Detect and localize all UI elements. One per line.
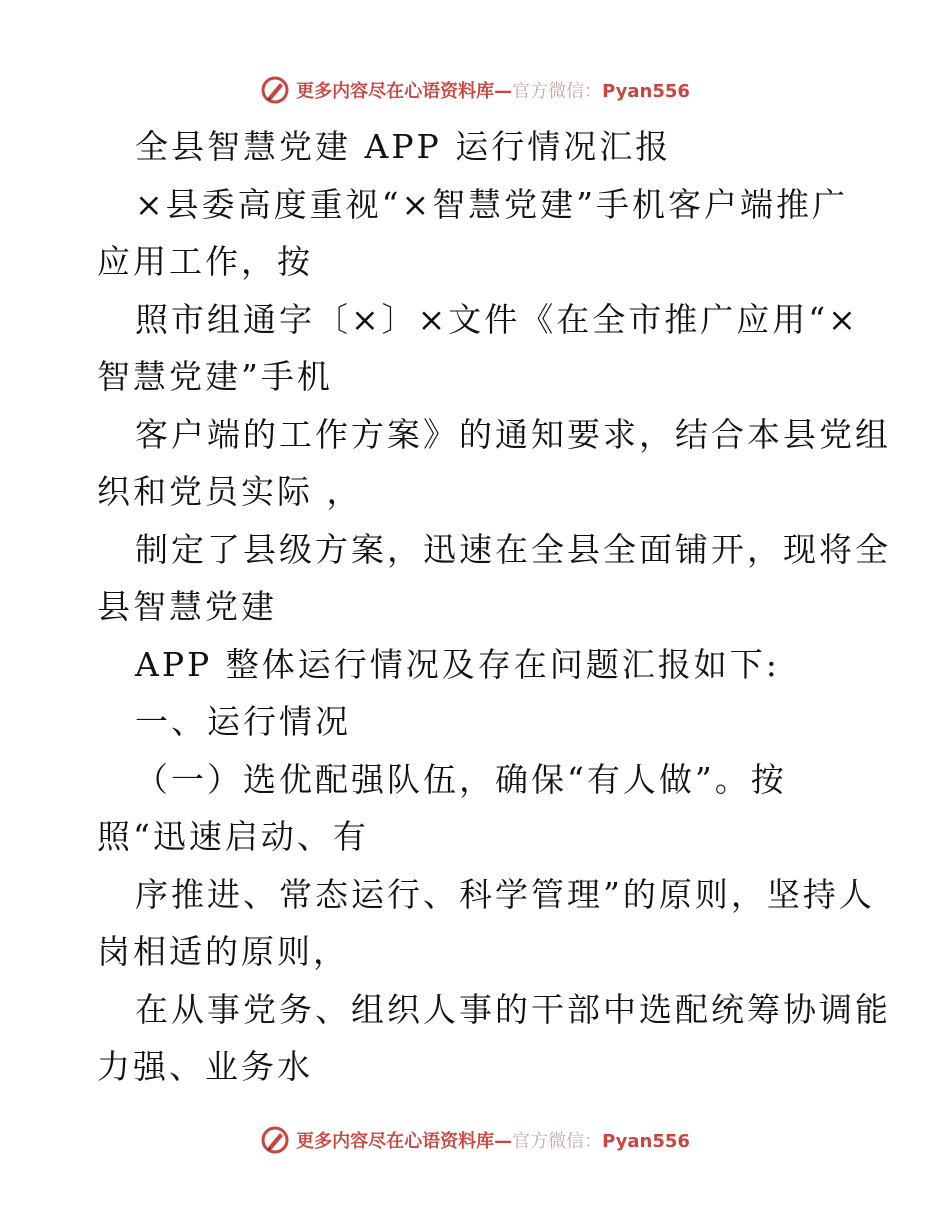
line-text: 岗相适的原则， (97, 932, 349, 971)
line-text: 照“迅速启动、有 (97, 817, 369, 856)
document-line (97, 348, 867, 406)
line-text: 县智慧党建 (97, 587, 277, 626)
line-text: 力强、业务水 (97, 1047, 313, 1086)
line-text: 照市组通字〔×〕×文件《在全市推广应用“× (135, 299, 859, 339)
line-text: 客户端的工作方案》的通知要求，结合本县党组 (135, 414, 891, 454)
document-line (97, 693, 867, 751)
line-text: 智慧党建”手机 (97, 357, 333, 396)
document-line (97, 981, 891, 1039)
document-line (97, 463, 867, 521)
line-text: 制定了县级方案，迅速在全县全面铺开，现将全 (135, 529, 891, 569)
document-line (97, 751, 867, 809)
document-line (97, 808, 867, 866)
footer-watermark-banner (0, 1120, 950, 1160)
document-line (97, 406, 891, 464)
document-line (97, 923, 867, 981)
pen-logo-icon (260, 1125, 290, 1155)
line-text: 应用工作，按 (97, 242, 313, 281)
document-line (97, 636, 867, 694)
document-line (97, 521, 891, 579)
line-text: 序推进、常态运行、科学管理”的原则，坚持人 (135, 874, 875, 914)
document-line (97, 866, 875, 924)
document-line (97, 233, 867, 291)
line-text: APP 整体运行情况及存在问题汇报如下: (135, 644, 780, 684)
watermark-site-name: 更多内容尽在心语资料库 (296, 1131, 495, 1152)
watermark-wechat-id: Pyan556 (602, 81, 690, 102)
watermark-text (296, 1127, 690, 1153)
line-text: 一、运行情况 (135, 702, 351, 741)
pen-logo-icon (260, 75, 290, 105)
document-body (97, 118, 891, 1096)
line-text: ×县委高度重视“×智慧党建”手机客户端推广 (135, 184, 849, 224)
line-text: 织和党员实际 ， (97, 472, 363, 511)
watermark-dash: — (494, 1131, 513, 1152)
line-text: 在从事党务、组织人事的干部中选配统筹协调能 (135, 989, 891, 1029)
line-text: 全县智慧党建 APP 运行情况汇报 (135, 127, 672, 166)
header-watermark-banner (0, 70, 950, 110)
watermark-site-name: 更多内容尽在心语资料库 (296, 81, 495, 102)
watermark-text (296, 77, 690, 103)
document-line (97, 291, 867, 349)
watermark-dash: — (494, 81, 513, 102)
watermark-wechat-id: Pyan556 (602, 1131, 690, 1152)
document-line (97, 118, 867, 176)
watermark-wechat-label: 官方微信： (512, 1131, 603, 1152)
watermark-wechat-label: 官方微信： (512, 81, 603, 102)
line-text: （一）选优配强队伍，确保“有人做”。按 (135, 759, 787, 799)
document-line (97, 578, 867, 636)
document-line (97, 176, 867, 234)
document-line (97, 1038, 867, 1096)
